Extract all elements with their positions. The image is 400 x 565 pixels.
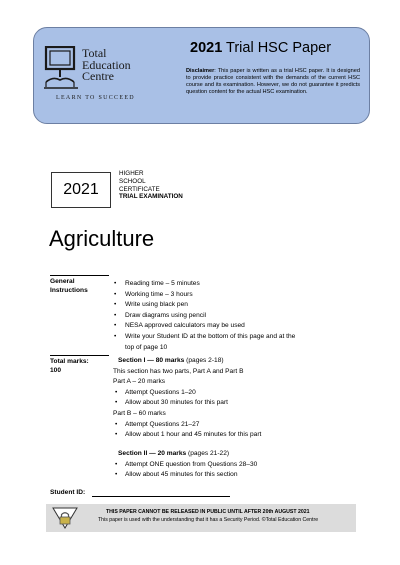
exam-year: 2021 [51, 172, 111, 208]
list-item: • Draw diagrams using pencil [113, 311, 333, 322]
general-instructions-list [113, 279, 333, 353]
student-id-label: Student ID: [50, 489, 86, 496]
general-instructions-label: General Instructions [50, 278, 88, 294]
list-item: • Attempt ONE question from Questions 28–30 [113, 460, 343, 471]
list-item: • NESA approved calculators may be used [113, 321, 333, 332]
section-1-intro: This section has two parts, Part A and Part B [113, 367, 244, 375]
exam-type: HIGHER SCHOOL CERTIFICATE TRIAL EXAMINATION [119, 170, 183, 201]
list-item: • Attempt Questions 1–20 [113, 388, 343, 399]
padlock-icon [52, 506, 78, 530]
section-1 [113, 356, 343, 441]
list-item: • Write your Student ID at the bottom of this page and at the [113, 332, 333, 343]
list-item: • Reading time – 5 minutes [113, 279, 333, 290]
part-a-heading: Part A – 20 marks [113, 378, 166, 386]
list-item: • Allow about 45 minutes for this section [113, 470, 343, 481]
disclaimer: Disclaimer: This paper is written as a trial HSC paper. It is designed to provide practice consistent with the demands of the current HSC course and its examination. However, we do not guarantee it predicts question content for the actual HSC examination. [186, 68, 360, 95]
book-icon [44, 46, 84, 92]
logo-tagline: LEARN TO SUCCEED [56, 95, 135, 101]
list-item: • Allow about 30 minutes for this part [113, 398, 343, 409]
divider [50, 355, 109, 356]
subject-title: Agriculture [49, 226, 155, 251]
total-marks: Total marks: 100 [50, 358, 89, 374]
paper-title: 2021 Trial HSC Paper [190, 40, 332, 56]
section-1-heading: Section I — 80 marks (pages 2-18) [118, 357, 224, 364]
list-item: • Attempt Questions 21–27 [113, 420, 343, 431]
part-b-heading: Part B – 60 marks [113, 409, 166, 417]
logo-wordmark: Total Education Centre [82, 46, 131, 83]
student-id-field[interactable] [92, 496, 230, 497]
list-item: • Write using black pen [113, 300, 333, 311]
list-item: • Working time – 3 hours [113, 290, 333, 301]
section-2-heading: Section II — 20 marks (pages 21-22) [118, 450, 230, 457]
logo [44, 46, 160, 102]
divider [50, 275, 109, 276]
section-2 [113, 449, 343, 481]
list-item-continuation: top of page 10 [125, 343, 168, 351]
security-notice: This paper is used with the understanding that it has a Security Period. ©Total Education Centre [98, 517, 319, 523]
list-item: • Allow about 1 hour and 45 minutes for this part [113, 430, 343, 441]
release-notice: THIS PAPER CANNOT BE RELEASED IN PUBLIC UNTIL AFTER 20th AUGUST 2021 [106, 509, 310, 515]
